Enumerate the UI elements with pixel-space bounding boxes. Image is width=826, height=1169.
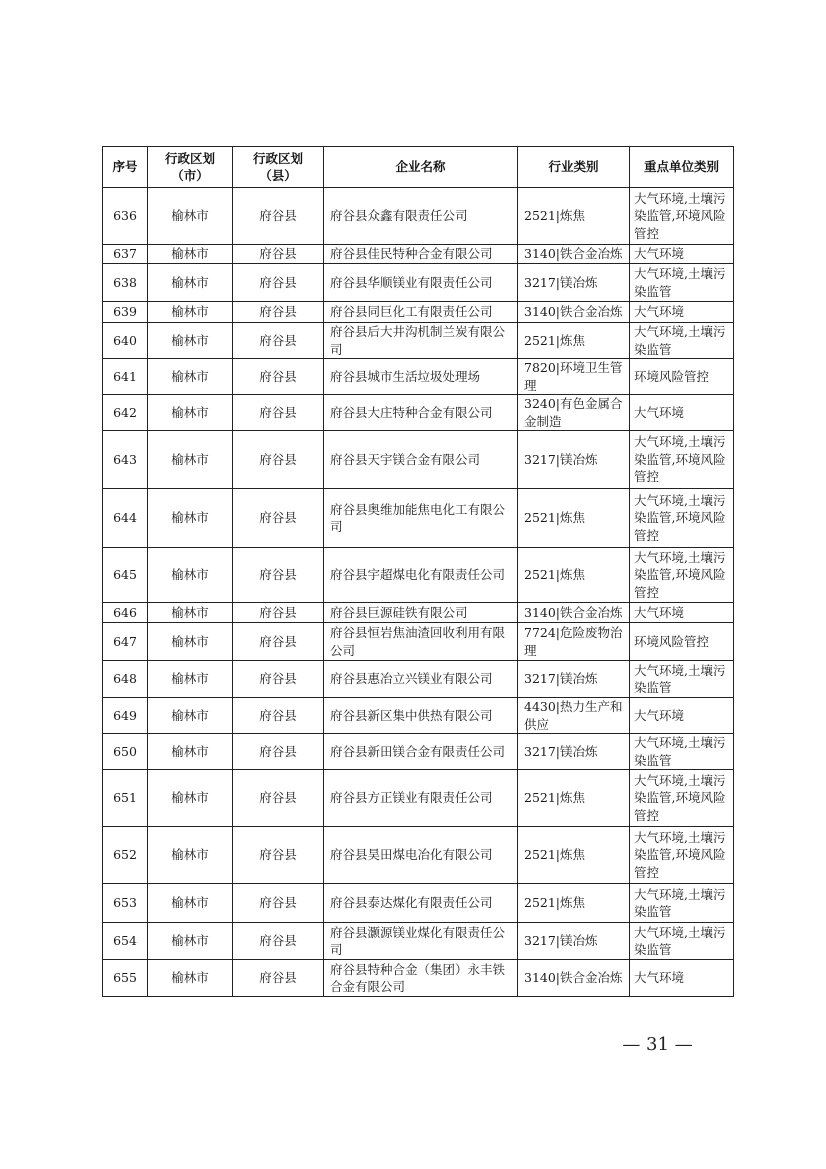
cell-county: 府谷县 bbox=[233, 734, 324, 770]
cell-city: 榆林市 bbox=[148, 264, 233, 302]
cell-key-unit-type: 大气环境,土壤污染监管 bbox=[630, 264, 734, 302]
cell-industry: 7724|危险废物治理 bbox=[518, 623, 630, 661]
cell-city: 榆林市 bbox=[148, 323, 233, 359]
cell-seq: 643 bbox=[103, 431, 148, 489]
cell-industry: 3217|镁冶炼 bbox=[518, 431, 630, 489]
cell-industry: 2521|炼焦 bbox=[518, 884, 630, 923]
cell-key-unit-type: 环境风险管控 bbox=[630, 623, 734, 661]
cell-seq: 642 bbox=[103, 395, 148, 431]
cell-city: 榆林市 bbox=[148, 245, 233, 264]
cell-company: 府谷县惠冶立兴镁业有限公司 bbox=[324, 661, 518, 698]
cell-industry: 3217|镁冶炼 bbox=[518, 661, 630, 698]
page-number: — 31 — bbox=[622, 1034, 693, 1055]
table-row bbox=[103, 323, 734, 359]
cell-county: 府谷县 bbox=[233, 489, 324, 548]
cell-county: 府谷县 bbox=[233, 359, 324, 395]
cell-county: 府谷县 bbox=[233, 698, 324, 734]
cell-company: 府谷县新田镁合金有限责任公司 bbox=[324, 734, 518, 770]
table-row bbox=[103, 188, 734, 245]
cell-city: 榆林市 bbox=[148, 884, 233, 923]
table-row bbox=[103, 884, 734, 923]
cell-key-unit-type: 大气环境 bbox=[630, 698, 734, 734]
cell-city: 榆林市 bbox=[148, 302, 233, 323]
cell-county: 府谷县 bbox=[233, 603, 324, 623]
cell-city: 榆林市 bbox=[148, 734, 233, 770]
cell-city: 榆林市 bbox=[148, 359, 233, 395]
cell-seq: 644 bbox=[103, 489, 148, 548]
cell-key-unit-type: 大气环境 bbox=[630, 395, 734, 431]
cell-key-unit-type: 大气环境,土壤污染监管,环境风险管控 bbox=[630, 827, 734, 884]
cell-key-unit-type: 大气环境,土壤污染监管,环境风险管控 bbox=[630, 770, 734, 827]
cell-city: 榆林市 bbox=[148, 603, 233, 623]
cell-seq: 653 bbox=[103, 884, 148, 923]
cell-seq: 651 bbox=[103, 770, 148, 827]
table-row bbox=[103, 960, 734, 997]
cell-key-unit-type: 大气环境,土壤污染监管 bbox=[630, 884, 734, 923]
cell-industry: 2521|炼焦 bbox=[518, 827, 630, 884]
cell-key-unit-type: 大气环境 bbox=[630, 603, 734, 623]
header-industry: 行业类别 bbox=[518, 147, 630, 188]
cell-city: 榆林市 bbox=[148, 827, 233, 884]
cell-company: 府谷县昊田煤电冶化有限公司 bbox=[324, 827, 518, 884]
cell-company: 府谷县同巨化工有限责任公司 bbox=[324, 302, 518, 323]
table-row bbox=[103, 264, 734, 302]
table-row bbox=[103, 489, 734, 548]
cell-company: 府谷县方正镁业有限责任公司 bbox=[324, 770, 518, 827]
cell-city: 榆林市 bbox=[148, 960, 233, 997]
cell-seq: 649 bbox=[103, 698, 148, 734]
cell-county: 府谷县 bbox=[233, 827, 324, 884]
cell-seq: 654 bbox=[103, 923, 148, 960]
header-city: 行政区划（市） bbox=[148, 147, 233, 188]
cell-county: 府谷县 bbox=[233, 245, 324, 264]
cell-key-unit-type: 大气环境,土壤污染监管 bbox=[630, 661, 734, 698]
cell-key-unit-type: 环境风险管控 bbox=[630, 359, 734, 395]
cell-county: 府谷县 bbox=[233, 884, 324, 923]
cell-county: 府谷县 bbox=[233, 623, 324, 661]
cell-seq: 650 bbox=[103, 734, 148, 770]
cell-city: 榆林市 bbox=[148, 623, 233, 661]
cell-industry: 2521|炼焦 bbox=[518, 188, 630, 245]
key-units-table bbox=[102, 146, 734, 997]
cell-industry: 3140|铁合金冶炼 bbox=[518, 603, 630, 623]
header-company: 企业名称 bbox=[324, 147, 518, 188]
cell-industry: 7820|环境卫生管理 bbox=[518, 359, 630, 395]
table-row bbox=[103, 395, 734, 431]
table-row bbox=[103, 431, 734, 489]
cell-seq: 652 bbox=[103, 827, 148, 884]
cell-county: 府谷县 bbox=[233, 302, 324, 323]
cell-industry: 3240|有色金属合金制造 bbox=[518, 395, 630, 431]
cell-city: 榆林市 bbox=[148, 698, 233, 734]
cell-city: 榆林市 bbox=[148, 188, 233, 245]
cell-industry: 2521|炼焦 bbox=[518, 323, 630, 359]
cell-company: 府谷县佳民特种合金有限公司 bbox=[324, 245, 518, 264]
cell-key-unit-type: 大气环境,土壤污染监管 bbox=[630, 734, 734, 770]
cell-seq: 655 bbox=[103, 960, 148, 997]
cell-county: 府谷县 bbox=[233, 395, 324, 431]
cell-company: 府谷县天宇镁合金有限公司 bbox=[324, 431, 518, 489]
cell-company: 府谷县众鑫有限责任公司 bbox=[324, 188, 518, 245]
cell-seq: 648 bbox=[103, 661, 148, 698]
cell-industry: 3217|镁冶炼 bbox=[518, 923, 630, 960]
cell-seq: 637 bbox=[103, 245, 148, 264]
cell-industry: 3140|铁合金冶炼 bbox=[518, 302, 630, 323]
cell-seq: 645 bbox=[103, 548, 148, 603]
cell-company: 府谷县泰达煤化有限责任公司 bbox=[324, 884, 518, 923]
cell-seq: 636 bbox=[103, 188, 148, 245]
cell-seq: 647 bbox=[103, 623, 148, 661]
cell-city: 榆林市 bbox=[148, 923, 233, 960]
cell-company: 府谷县特种合金（集团）永丰铁合金有限公司 bbox=[324, 960, 518, 997]
table-row bbox=[103, 603, 734, 623]
table-row bbox=[103, 734, 734, 770]
cell-key-unit-type: 大气环境,土壤污染监管,环境风险管控 bbox=[630, 489, 734, 548]
cell-county: 府谷县 bbox=[233, 431, 324, 489]
cell-seq: 646 bbox=[103, 603, 148, 623]
cell-company: 府谷县奥维加能焦电化工有限公司 bbox=[324, 489, 518, 548]
cell-seq: 638 bbox=[103, 264, 148, 302]
cell-industry: 3217|镁冶炼 bbox=[518, 264, 630, 302]
cell-county: 府谷县 bbox=[233, 188, 324, 245]
cell-industry: 2521|炼焦 bbox=[518, 770, 630, 827]
cell-key-unit-type: 大气环境,土壤污染监管 bbox=[630, 323, 734, 359]
cell-county: 府谷县 bbox=[233, 960, 324, 997]
table-row bbox=[103, 770, 734, 827]
table-row bbox=[103, 661, 734, 698]
cell-key-unit-type: 大气环境,土壤污染监管,环境风险管控 bbox=[630, 188, 734, 245]
cell-seq: 641 bbox=[103, 359, 148, 395]
cell-key-unit-type: 大气环境 bbox=[630, 302, 734, 323]
cell-company: 府谷县灏源镁业煤化有限责任公司 bbox=[324, 923, 518, 960]
cell-company: 府谷县宇超煤电化有限责任公司 bbox=[324, 548, 518, 603]
cell-county: 府谷县 bbox=[233, 548, 324, 603]
table-header bbox=[103, 147, 734, 188]
cell-industry: 2521|炼焦 bbox=[518, 489, 630, 548]
table-row bbox=[103, 548, 734, 603]
cell-city: 榆林市 bbox=[148, 431, 233, 489]
cell-company: 府谷县华顺镁业有限责任公司 bbox=[324, 264, 518, 302]
cell-key-unit-type: 大气环境,土壤污染监管,环境风险管控 bbox=[630, 431, 734, 489]
table-row bbox=[103, 698, 734, 734]
header-seq: 序号 bbox=[103, 147, 148, 188]
cell-city: 榆林市 bbox=[148, 661, 233, 698]
table-body bbox=[103, 188, 734, 997]
cell-county: 府谷县 bbox=[233, 923, 324, 960]
cell-seq: 640 bbox=[103, 323, 148, 359]
cell-company: 府谷县城市生活垃圾处理场 bbox=[324, 359, 518, 395]
cell-industry: 3217|镁冶炼 bbox=[518, 734, 630, 770]
cell-company: 府谷县新区集中供热有限公司 bbox=[324, 698, 518, 734]
cell-industry: 3140|铁合金冶炼 bbox=[518, 960, 630, 997]
header-county: 行政区划（县） bbox=[233, 147, 324, 188]
table-row bbox=[103, 245, 734, 264]
header-row bbox=[103, 147, 734, 188]
cell-city: 榆林市 bbox=[148, 395, 233, 431]
cell-company: 府谷县大庄特种合金有限公司 bbox=[324, 395, 518, 431]
cell-city: 榆林市 bbox=[148, 489, 233, 548]
cell-city: 榆林市 bbox=[148, 548, 233, 603]
cell-company: 府谷县巨源硅铁有限公司 bbox=[324, 603, 518, 623]
cell-county: 府谷县 bbox=[233, 264, 324, 302]
cell-county: 府谷县 bbox=[233, 323, 324, 359]
header-key-unit-type: 重点单位类别 bbox=[630, 147, 734, 188]
cell-industry: 2521|炼焦 bbox=[518, 548, 630, 603]
cell-key-unit-type: 大气环境 bbox=[630, 960, 734, 997]
table-row bbox=[103, 827, 734, 884]
cell-key-unit-type: 大气环境,土壤污染监管 bbox=[630, 923, 734, 960]
cell-industry: 3140|铁合金冶炼 bbox=[518, 245, 630, 264]
table-row bbox=[103, 302, 734, 323]
table-row bbox=[103, 359, 734, 395]
cell-county: 府谷县 bbox=[233, 770, 324, 827]
cell-industry: 4430|热力生产和供应 bbox=[518, 698, 630, 734]
cell-company: 府谷县恒岩焦油渣回收利用有限公司 bbox=[324, 623, 518, 661]
cell-county: 府谷县 bbox=[233, 661, 324, 698]
cell-key-unit-type: 大气环境,土壤污染监管,环境风险管控 bbox=[630, 548, 734, 603]
cell-company: 府谷县后大井沟机制兰炭有限公司 bbox=[324, 323, 518, 359]
cell-city: 榆林市 bbox=[148, 770, 233, 827]
table-row bbox=[103, 623, 734, 661]
table-row bbox=[103, 923, 734, 960]
cell-key-unit-type: 大气环境 bbox=[630, 245, 734, 264]
cell-seq: 639 bbox=[103, 302, 148, 323]
